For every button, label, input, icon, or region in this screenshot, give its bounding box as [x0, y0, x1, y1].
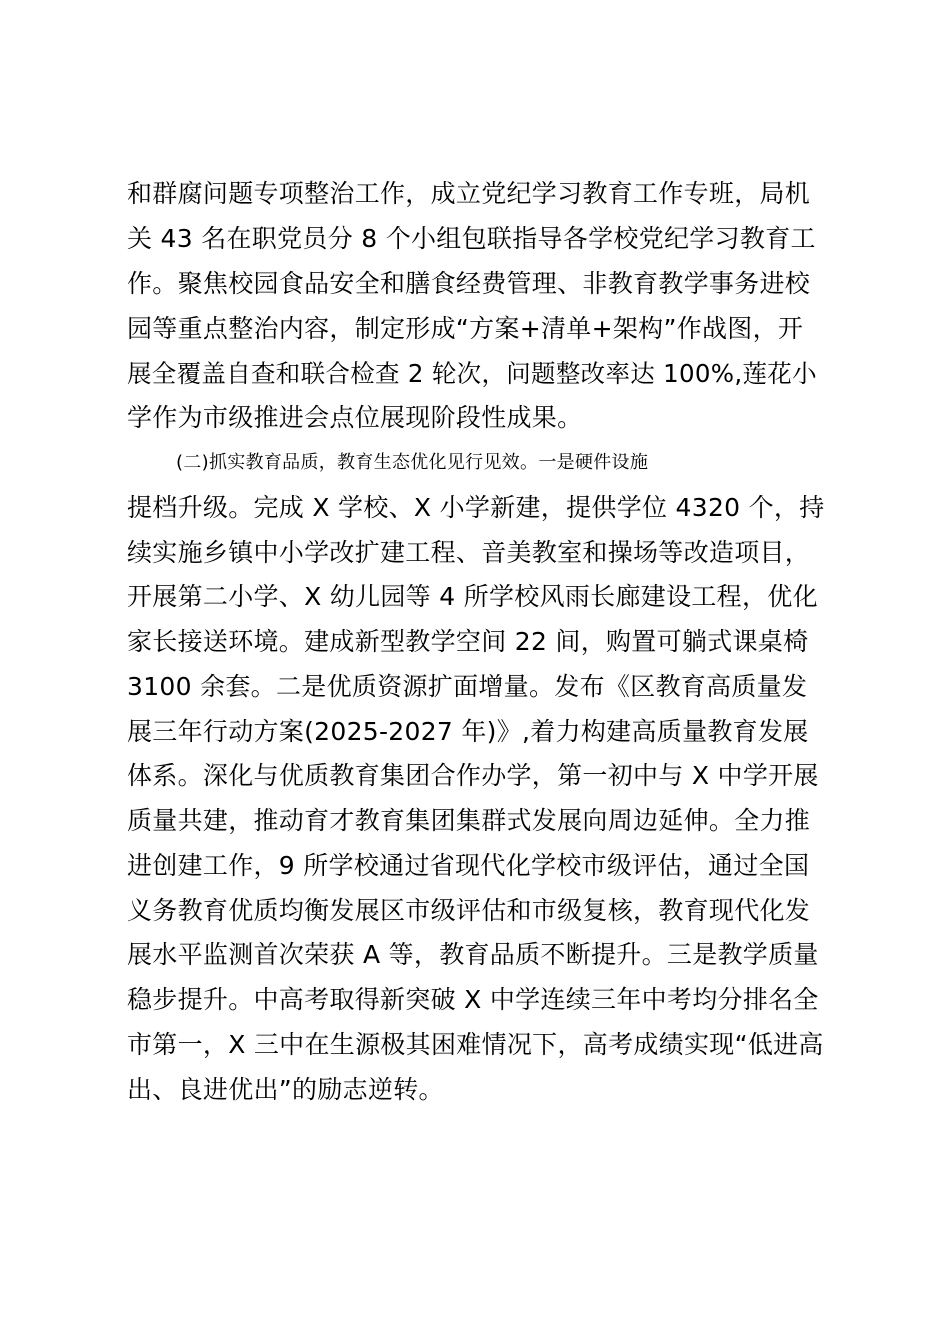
- text-line: 和群腐问题专项整治工作，成立党纪学习教育工作专班，局机: [127, 179, 811, 208]
- text-line: 关 43 名在职党员分 8 个小组包联指导各学校党纪学习教育工: [127, 224, 816, 253]
- text-line: 义务教育优质均衡发展区市级评估和市级复核，教育现代化发: [127, 896, 811, 925]
- text-line: 展水平监测首次荣获 A 等，教育品质不断提升。三是教学质量: [127, 940, 819, 969]
- text-line: 学作为市级推进会点位展现阶段性成果。: [127, 403, 583, 432]
- text-line: 进创建工作，9 所学校通过省现代化学校市级评估，通过全国: [127, 851, 810, 880]
- text-line: 3100 余套。二是优质资源扩面增量。发布《区教育高质量发: [127, 672, 808, 701]
- text-line: 体系。深化与优质教育集团合作办学，第一初中与 X 中学开展: [127, 761, 819, 790]
- text-line: 展全覆盖自查和联合检查 2 轮次，问题整改率达 100%,莲花小: [127, 359, 817, 388]
- text-line: 市第一，X 三中在生源极其困难情况下，高考成绩实现“低进高: [127, 1030, 824, 1059]
- text-line: 质量共建，推动育才教育集团集群式发展向周边延伸。全力推: [127, 806, 811, 835]
- text-line: 园等重点整治内容，制定形成“方案+清单+架构”作战图，开: [127, 314, 804, 343]
- text-line: 续实施乡镇中小学改扩建工程、音美教室和操场等改造项目，: [127, 538, 811, 567]
- paragraph-start-line: (二)抓实教育品质，教育生态优化见行见效。一是硬件设施: [176, 452, 649, 473]
- text-line: 展三年行动方案(2025-2027 年)》,着力构建高质量教育发展: [127, 717, 809, 746]
- text-line: 作。聚焦校园食品安全和膳食经费管理、非教育教学事务进校: [127, 269, 811, 298]
- text-line: 出、良进优出”的励志逆转。: [127, 1075, 444, 1104]
- text-line: 提档升级。完成 X 学校、X 小学新建，提供学位 4320 个，持: [127, 493, 825, 522]
- text-line: 开展第二小学、X 幼儿园等 4 所学校风雨长廊建设工程，优化: [127, 582, 818, 611]
- text-line: 稳步提升。中高考取得新突破 X 中学连续三年中考均分排名全: [127, 985, 819, 1014]
- text-line: 家长接送环境。建成新型教学空间 22 间，购置可躺式课桌椅: [127, 627, 809, 656]
